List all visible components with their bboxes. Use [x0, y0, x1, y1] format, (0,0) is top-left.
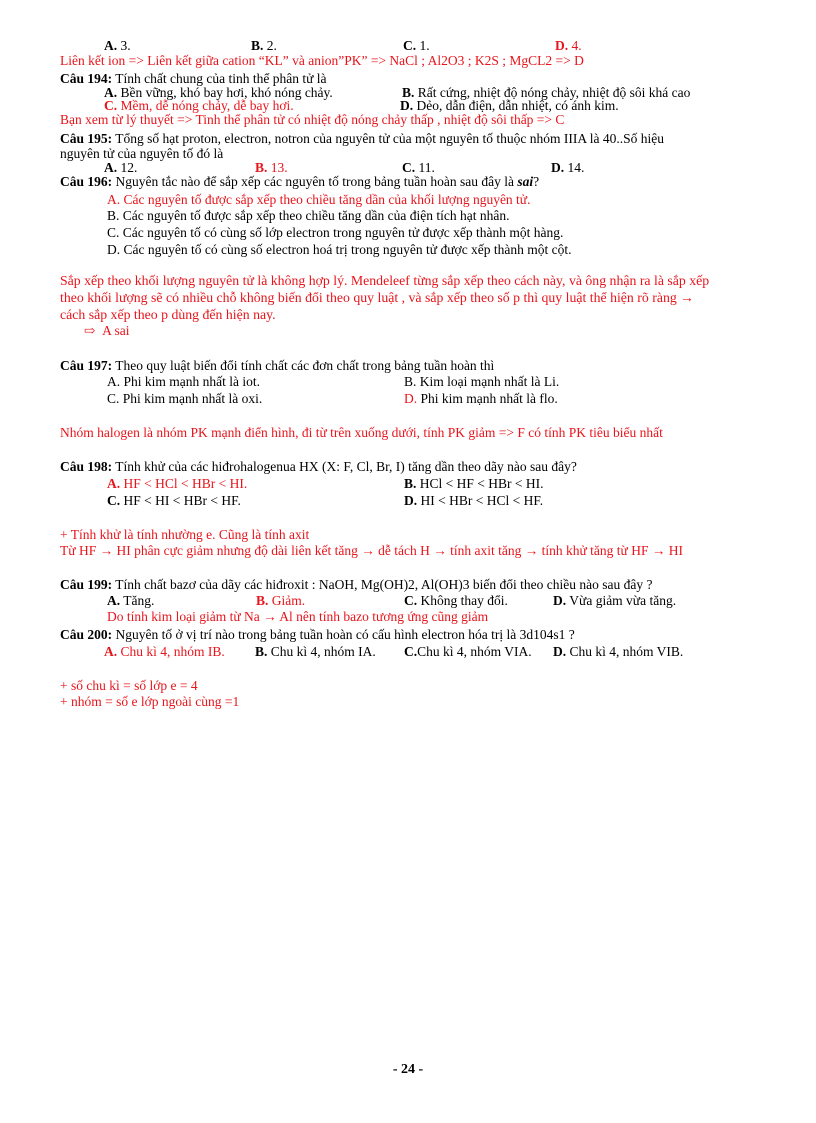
option-text: 12.: [117, 160, 138, 175]
option-text: Mềm, dễ nóng chảy, dễ bay hơi.: [117, 98, 294, 113]
q198-option-a: [107, 476, 247, 491]
option-text: 4.: [568, 38, 582, 53]
q198-option-b: [404, 476, 544, 491]
option-key: C.: [403, 38, 417, 53]
q198-option-d: [404, 493, 543, 508]
option-key: D.: [404, 391, 418, 406]
q200-explanation-2: + nhóm = số e lớp ngoài cùng =1: [60, 694, 240, 709]
question-label: Câu 197:: [60, 358, 113, 373]
question-text: Tính chất bazơ của dãy các hiđroxit : NaOH, Mg(OH)2, Al(OH)3 biến đổi theo chiều nào sau đây ?: [112, 577, 653, 592]
q200-option-d: [553, 644, 683, 659]
top-option-b: [251, 38, 277, 53]
q196-option-c: [107, 225, 563, 240]
option-key: C.: [107, 391, 120, 406]
q199-option-c: [404, 593, 508, 608]
question-end: ?: [533, 174, 540, 189]
option-text: HF < HI < HBr < HF.: [120, 493, 241, 508]
option-key: B.: [256, 593, 269, 608]
option-key: B.: [404, 374, 417, 389]
question-text: Tính chất chung của tinh thể phân tử là: [112, 71, 327, 86]
q199-option-a: [107, 593, 154, 608]
question-label: Câu 194:: [60, 71, 113, 86]
option-text: Giảm.: [268, 593, 306, 608]
option-text: 11.: [415, 160, 435, 175]
q200-option-a: [104, 644, 225, 659]
conclusion-text: A sai: [102, 323, 130, 338]
option-key: A.: [104, 160, 118, 175]
top-option-a: [104, 38, 131, 53]
q200-option-b: [255, 644, 376, 659]
option-text: Chu kì 4, nhóm IB.: [117, 644, 225, 659]
q195-option-a: [104, 160, 137, 175]
option-text: 13.: [267, 160, 288, 175]
q197-option-b: [404, 374, 559, 389]
option-key: B.: [255, 644, 268, 659]
question-text: Theo quy luật biến đổi tính chất các đơn chất trong bảng tuần hoàn thì: [112, 358, 495, 373]
option-key: A.: [104, 644, 118, 659]
option-text: 14.: [564, 160, 585, 175]
option-key: C.: [404, 593, 418, 608]
option-key: C.: [104, 98, 118, 113]
question-197: [60, 358, 494, 373]
option-key: B.: [251, 38, 264, 53]
option-text: Các nguyên tố được sắp xếp theo chiều tăng dần của điện tích hạt nhân.: [119, 208, 510, 223]
option-key: A.: [107, 476, 121, 491]
option-key: C.: [404, 644, 418, 659]
question-196: [60, 174, 539, 189]
question-198: [60, 459, 577, 474]
q200-option-c: [404, 644, 532, 659]
q197-explanation: Nhóm halogen là nhóm PK mạnh điển hình, đi từ trên xuống dưới, tính PK giảm => F có tính PK tiêu biểu nhất: [60, 425, 663, 440]
option-key: D.: [400, 98, 414, 113]
q196-explanation-3: cách sắp xếp theo p dùng đến hiện nay.: [60, 307, 276, 322]
question-label: Câu 198:: [60, 459, 113, 474]
option-text: Phi kim mạnh nhất là flo.: [417, 391, 558, 406]
option-key: D.: [553, 644, 567, 659]
option-text: 3.: [117, 38, 131, 53]
option-text: Dẻo, dẫn điện, dẫn nhiệt, có ánh kim.: [413, 98, 619, 113]
option-text: HI < HBr < HCl < HF.: [417, 493, 544, 508]
q197-option-a: [107, 374, 260, 389]
option-key: C.: [107, 225, 120, 240]
option-text: Chu kì 4, nhóm VIB.: [566, 644, 684, 659]
q199-explanation: Do tính kim loại giảm từ Na → Al nên tính bazo tương ứng cũng giảm: [107, 609, 489, 624]
option-text: Kim loại mạnh nhất là Li.: [416, 374, 560, 389]
question-199: [60, 577, 653, 592]
q194-explanation: Bạn xem từ lý thuyết => Tinh thể phân tử có nhiệt độ nóng chảy thấp , nhiệt độ sôi thấp => C: [60, 112, 565, 127]
q194-option-d: [400, 98, 619, 113]
option-key: C.: [107, 493, 121, 508]
option-text: Các nguyên tố được sắp xếp theo chiều tăng dần của khối lượng nguyên tử.: [120, 192, 531, 207]
q195-option-d: [551, 160, 584, 175]
option-text: Chu kì 4, nhóm IA.: [267, 644, 376, 659]
q199-option-b: [256, 593, 305, 608]
q194-option-c: [104, 98, 294, 113]
option-text: Tăng.: [120, 593, 155, 608]
arrow-icon: ⇨: [84, 323, 96, 338]
page-number: - 24 -: [392, 1062, 424, 1077]
question-195: [60, 131, 664, 146]
q196-option-a: [107, 192, 531, 207]
option-text: HF < HCl < HBr < HI.: [120, 476, 248, 491]
q196-option-d: [107, 242, 572, 257]
option-key: C.: [402, 160, 416, 175]
option-key: B.: [107, 208, 120, 223]
option-key: D.: [107, 242, 121, 257]
option-key: A.: [104, 85, 118, 100]
top-explanation: Liên kết ion => Liên kết giữa cation “KL” và anion”PK” => NaCl ; Al2O3 ; K2S ; MgCL2 => D: [60, 53, 584, 68]
option-text: Phi kim mạnh nhất là iot.: [120, 374, 260, 389]
option-key: A.: [107, 593, 121, 608]
q196-explanation-2: theo khối lượng sẽ có nhiều chỗ không biến đổi theo quy luật , và sắp xếp theo số p thì quy luật thể hiện rõ ràng →: [60, 290, 694, 305]
question-200: [60, 627, 575, 642]
option-key: D.: [553, 593, 567, 608]
q198-explanation-2: Từ HF → HI phân cực giảm nhưng độ dài liên kết tăng → dễ tách H → tính axit tăng → tính khử tăng từ HF → HI: [60, 543, 683, 558]
q198-option-c: [107, 493, 241, 508]
q199-option-d: [553, 593, 676, 608]
option-key: D.: [404, 493, 418, 508]
option-key: D.: [551, 160, 565, 175]
top-option-d: [555, 38, 582, 53]
option-text: Các nguyên tố có cùng số electron hoá trị trong nguyên tử được xếp thành một cột.: [120, 242, 572, 257]
q195-option-c: [402, 160, 435, 175]
q197-option-d: [404, 391, 558, 406]
q195-option-b: [255, 160, 288, 175]
option-key: A.: [107, 192, 121, 207]
option-text: 2.: [263, 38, 277, 53]
option-text: Chu kì 4, nhóm VIA.: [417, 644, 532, 659]
option-text: Vừa giảm vừa tăng.: [566, 593, 677, 608]
question-label: Câu 199:: [60, 577, 113, 592]
top-option-c: [403, 38, 430, 53]
question-label: Câu 200:: [60, 627, 113, 642]
option-text: Các nguyên tố có cùng số lớp electron trong nguyên tử được xếp thành một hàng.: [119, 225, 564, 240]
q198-explanation-1: + Tính khử là tính nhường e. Cũng là tính axit: [60, 527, 310, 542]
option-key: B.: [255, 160, 268, 175]
option-text: Phi kim mạnh nhất là oxi.: [119, 391, 263, 406]
question-text: Tổng số hạt proton, electron, notron của nguyên tử của một nguyên tố thuộc nhóm IIIA là 40..Số hiệu: [112, 131, 664, 146]
q200-explanation-1: + số chu kì = số lớp e = 4: [60, 678, 198, 693]
option-key: A.: [104, 38, 118, 53]
q197-option-c: [107, 391, 262, 406]
q196-option-b: [107, 208, 509, 223]
option-text: HCl < HF < HBr < HI.: [416, 476, 544, 491]
question-text: Nguyên tắc nào để sắp xếp các nguyên tố trong bảng tuần hoàn sau đây là: [112, 174, 518, 189]
q196-explanation-1: Sắp xếp theo khối lượng nguyên tử là không hợp lý. Mendeleef từng sắp xếp theo cách này, và ông nhận ra là sắp xếp: [60, 273, 710, 288]
option-text: 1.: [416, 38, 430, 53]
question-195-line2: nguyên tử của nguyên tố đó là: [60, 146, 224, 161]
option-key: B.: [404, 476, 417, 491]
question-text: Tính khử của các hiđrohalogenua HX (X: F, Cl, Br, I) tăng dần theo dãy nào sau đây?: [112, 459, 577, 474]
question-label: Câu 196:: [60, 174, 113, 189]
option-text: Không thay đổi.: [417, 593, 508, 608]
option-text: Rất cứng, nhiệt độ nóng chảy, nhiệt độ sôi khá cao: [414, 85, 691, 100]
q196-conclusion: [84, 323, 129, 338]
question-194: [60, 71, 327, 86]
option-key: D.: [555, 38, 569, 53]
option-key: A.: [107, 374, 121, 389]
option-key: B.: [402, 85, 415, 100]
question-label: Câu 195:: [60, 131, 113, 146]
option-text: Bền vững, khó bay hơi, khó nóng chảy.: [117, 85, 333, 100]
question-text: Nguyên tố ở vị trí nào trong bảng tuần hoàn có cấu hình electron hóa trị là 3d104s1 ?: [112, 627, 575, 642]
question-emphasis: sai: [517, 174, 534, 189]
